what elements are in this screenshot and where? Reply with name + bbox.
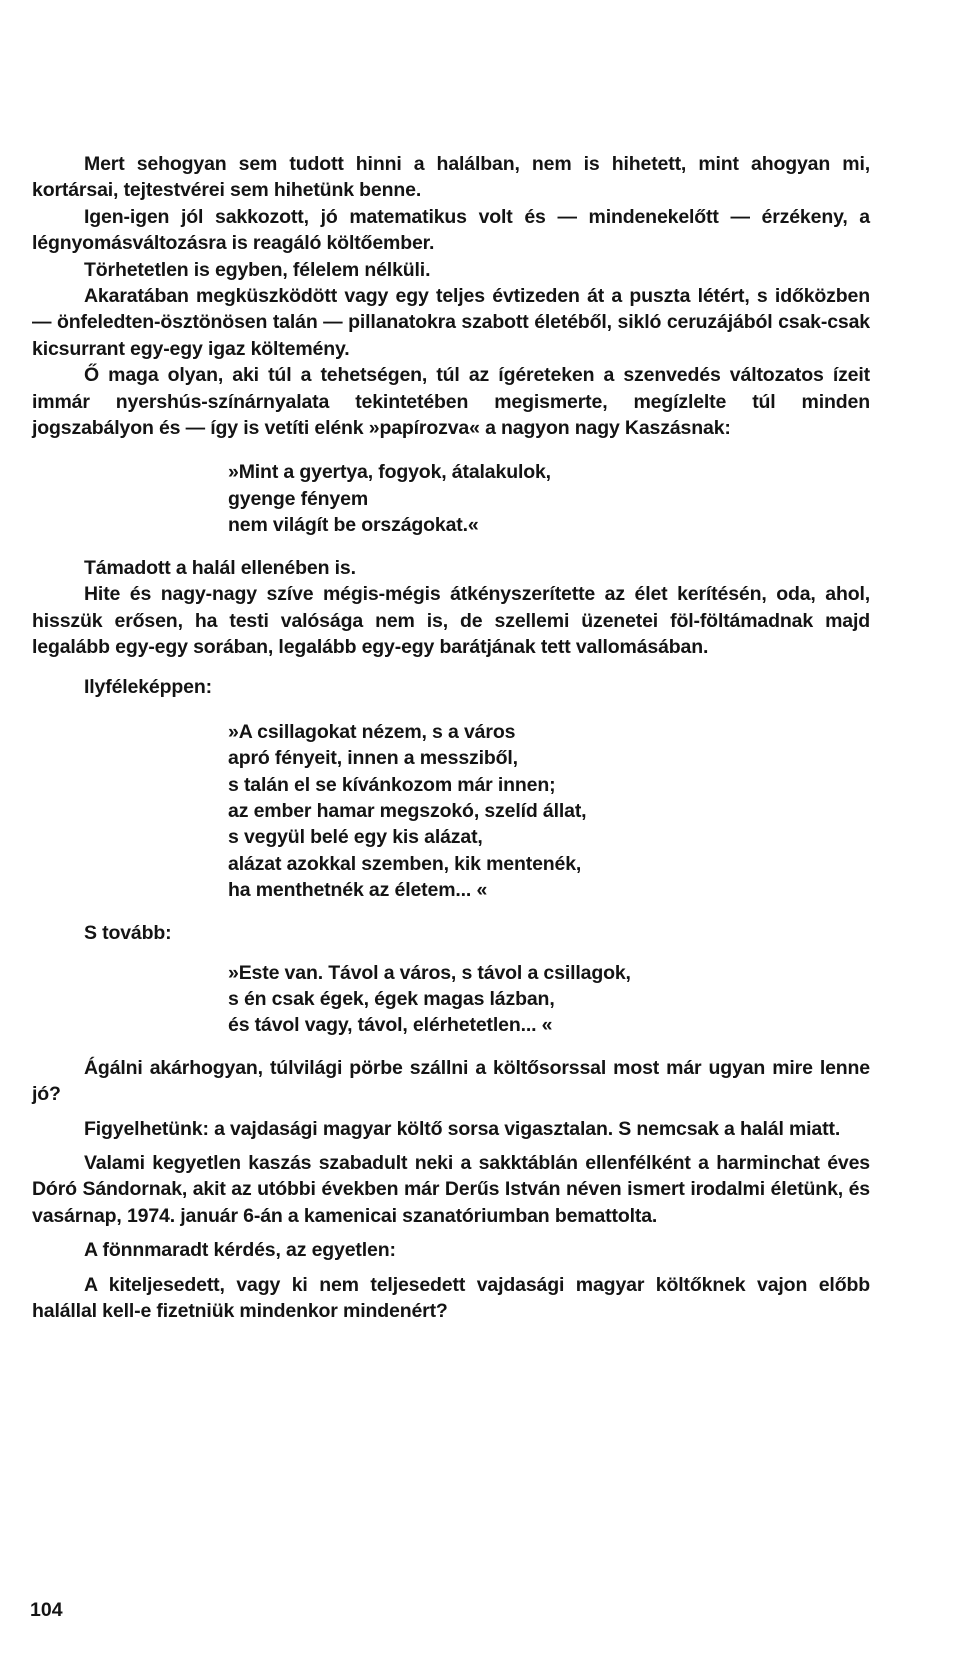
poem-line: és távol vagy, távol, elérhetetlen... « [228,1014,553,1037]
paragraph: Mert sehogyan sem tudott hinni a halálban, nem is hihetett, mint ahogyan mi, kortársai, tejtestvérei sem hihetünk benne. [32,153,870,202]
paragraph: A fönnmaradt kérdés, az egyetlen: [84,1239,396,1262]
continuation-block [32,920,870,1039]
lead-in: S tovább: [84,921,172,944]
paragraph: Támadott a halál ellenében is. [84,556,356,579]
poem-line: apró fényeit, innen a messziből, [228,747,518,770]
page-text [32,151,870,1324]
paragraph: Ő maga olyan, aki túl a tehetségen, túl az ígéreteken a szenvedés változatos ízeit immár nyershús-színárnyalata tekintetében megismerte, megízlelte túl minden jogszabályon és — így is vetíti elénk »papírozva« a nagyon nagy Kaszásnak: [32,364,870,440]
poem-line: »Mint a gyertya, fogyok, átalakulok, [228,461,551,484]
lead-in: Ilyféleképpen: [84,676,212,699]
paragraph: Igen-igen jól sakkozott, jó matematikus volt és — mindenekelőtt — érzékeny, a légnyomásváltozásra is reagáló költőember. [32,205,870,255]
paragraph: Hite és nagy-nagy szíve mégis-mégis átkényszerítette az élet kerítésén, oda, ahol, hisszük erősen, ha testi valósága nem is, de szellemi üzenetei föl-föltámadnak majd legalább egy-egy sorában, legalább egy-egy barátjának tett vallomásában. [32,583,870,658]
poem-line: nem világít be országokat.« [228,514,479,537]
poem-quote-1 [32,459,870,538]
poem-line: s vegyül belé egy kis alázat, [228,826,483,849]
poem-line: az ember hamar megszokó, szelíd állat, [228,799,587,822]
poem-line: »Este van. Távol a város, s távol a csillagok, [228,961,631,984]
poem-line: s talán el se kívánkozom már innen; [228,773,556,796]
paragraph: Valami kegyetlen kaszás szabadult neki a sakktáblán ellenfélként a harminchat éves Dóró Sándornak, akit az utóbbi években már Derűs István néven ismert irodalmi életünk, és vasárnap, 1974. január 6-án a kamenicai szanatóriumban bemattolta. [32,1152,870,1227]
paragraph: Akaratában megküszködött vagy egy teljes évtizeden át a puszta létért, s időközben — önfeledten-ösztönösen talán — pillanatokra szabott életéből, sikló ceruzájából csak-csak kicsurrant egy-egy igaz költemény. [32,285,870,360]
poem-quote-2 [32,719,870,904]
paragraph: Ágálni akárhogyan, túlvilági pörbe szállni a költősorssal most már ugyan mire lenne jó? [32,1056,870,1106]
poem-line: alázat azokkal szemben, kik mentenék, [228,852,582,875]
paragraph: Törhetetlen is egyben, félelem nélküli. [84,258,431,281]
poem-line: s én csak égek, égek magas lázban, [228,987,555,1010]
page-number: 104 [30,1599,63,1621]
poem-line: »A csillagokat nézem, s a város [228,720,516,743]
poem-line: ha menthetnék az életem... « [228,879,488,902]
paragraph: Figyelhetünk: a vajdasági magyar költő sorsa vigasztalan. S nemcsak a halál miatt. [84,1117,841,1140]
paragraph: A kiteljesedett, vagy ki nem teljesedett vajdasági magyar költőknek vajon előbb halállal kell-e fizetniük mindenkor mindenért? [32,1273,870,1323]
poem-line: gyenge fényem [228,487,369,510]
